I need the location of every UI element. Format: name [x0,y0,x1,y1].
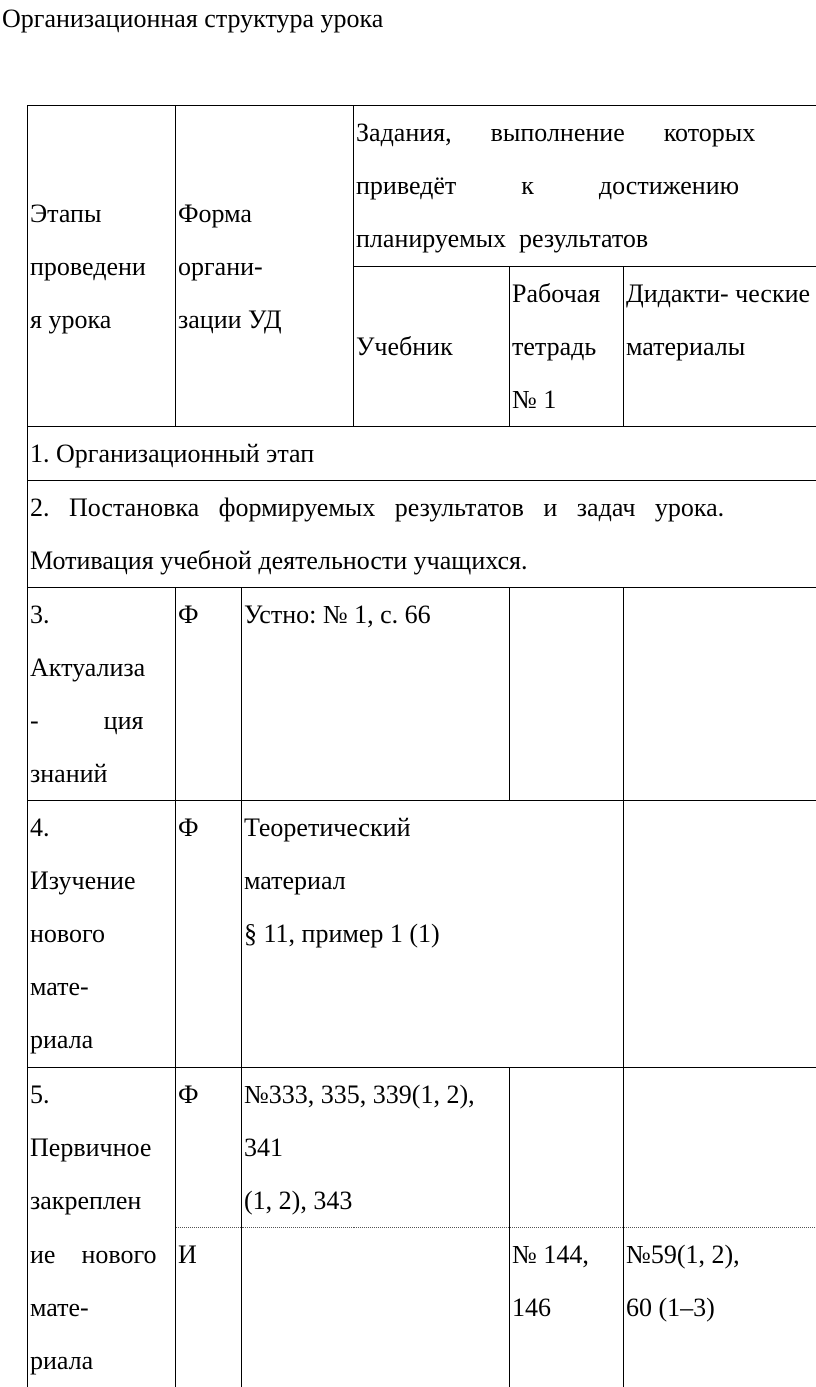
header-textbook: Учебник [354,267,510,427]
row5-workbook-top [510,1068,624,1228]
row5-stage-bottom: ие нового мате- риала [28,1228,176,1387]
row5-didactic-top [624,1068,816,1228]
row4-form: Ф [176,801,242,1068]
row3-stage: 3. Актуализа - ция знаний [28,588,176,801]
row3-form: Ф [176,588,242,801]
lesson-structure-table [27,105,816,1387]
row4-didactic [624,801,816,1068]
row5-textbook-bottom [242,1228,510,1387]
row3-workbook [510,588,624,801]
row3-didactic [624,588,816,801]
header-stages: Этапы проведени я урока [28,106,176,427]
header-workbook: Рабочая тетрадь № 1 [510,267,624,427]
row5-workbook: № 144, 146 [510,1228,624,1387]
page-title: Организационная структура урока [2,4,384,33]
header-didactic: Дидакти- ческие материалы [624,267,816,427]
row-organizational: 1. Организационный этап [28,427,816,481]
row5-stage-top: 5. Первичное закреплен [28,1068,176,1228]
row5-textbook: №333, 335, 339(1, 2), 341 (1, 2), 343 [242,1068,510,1228]
row5-didactic: №59(1, 2), 60 (1–3) [624,1228,816,1387]
row5-form-top: Ф [176,1068,242,1228]
row3-textbook: Устно: № 1, с. 66 [242,588,510,801]
row4-stage: 4. Изучение нового мате- риала [28,801,176,1068]
row4-textbook: Теоретический материал § 11, пример 1 (1) [242,801,624,1068]
header-form: Форма органи- зации УД [176,106,354,427]
row-goal-setting: 2. Постановка формируемых результатов и задач урока. Мотивация учебной деятельности учащихся. [28,481,816,588]
row5-form-bottom: И [176,1228,242,1387]
header-tasks: Задания, выполнение которых приведёт к достижению планируемых результатов [354,106,816,267]
